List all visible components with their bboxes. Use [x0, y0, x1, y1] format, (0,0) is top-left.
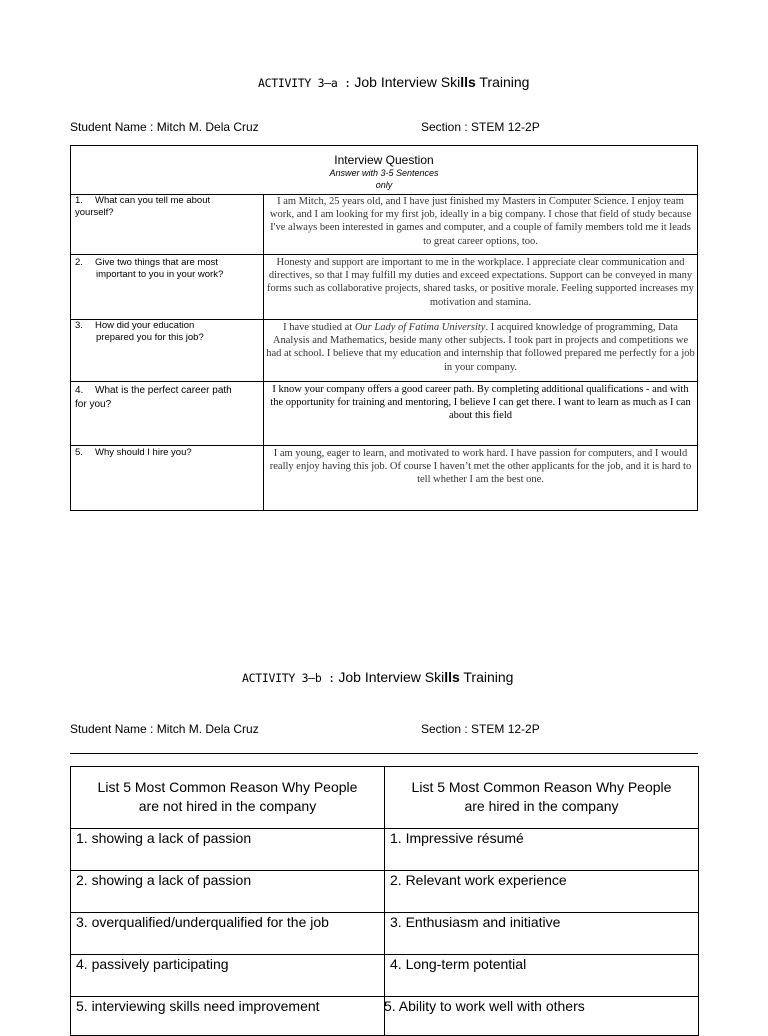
not-hired-reason-4: 4. passively participating: [76, 956, 229, 972]
question-cell: [71, 194, 264, 254]
row-divider: [71, 954, 698, 955]
question-number: 1.: [75, 195, 83, 206]
activity-a-title-word-interview: Interview Ski: [380, 74, 461, 90]
question-text-line1: How did your education: [95, 320, 195, 331]
not-hired-reason-2: 2. showing a lack of passion: [76, 872, 252, 888]
hired-reason-5: 5. Ability to work well with others: [384, 998, 585, 1014]
divider: [70, 753, 698, 754]
question-text-line1: Why should I hire you?: [95, 447, 192, 458]
activity-b-title: [242, 669, 513, 685]
question-cell: [71, 320, 264, 381]
question-text-line1: What is the perfect career path: [95, 385, 232, 396]
question-cell: [71, 446, 264, 510]
question-text-line2: prepared you for this job?: [96, 332, 204, 343]
question-number: 4.: [75, 385, 84, 396]
row-divider: [71, 870, 698, 871]
hired-reason-3: 3. Enthusiasm and initiative: [390, 914, 561, 930]
table-row: [71, 255, 697, 320]
question-number: 3.: [75, 320, 83, 331]
table-header-title: Interview Question: [334, 153, 434, 167]
question-text-line2: yourself?: [75, 207, 114, 218]
activity-b-title-word-skills: lls: [444, 669, 460, 685]
hired-reason-4: 4. Long-term potential: [390, 956, 527, 972]
question-number: 2.: [75, 257, 83, 268]
activity-b-title-word-interview: Interview Ski: [364, 669, 445, 685]
table-row: [71, 320, 697, 382]
activity-b-section: Section : STEM 12-2P: [421, 722, 540, 736]
activity-a-student-name: Student Name : Mitch M. Dela Cruz: [70, 120, 259, 134]
university-name: Our Lady of Fatima University: [354, 322, 486, 333]
activity-a-title-word-job: Job: [354, 74, 381, 90]
row-divider: [71, 912, 698, 913]
table-header: [71, 146, 697, 195]
row-divider: [71, 996, 698, 997]
question-number: 5.: [75, 447, 83, 458]
activity-b-title-word-job: Job: [338, 669, 365, 685]
activity-b-title-word-training: Training: [459, 669, 514, 685]
answer-cell: I have studied at Our Lady of Fatima University. I acquired knowledge of programming, Data Analysis and Mathematics, beside many other subjects. I took part in projects and competitions we had at school. I believe that my education and internship that followed prepared me perfectly for a job in your company.: [266, 322, 695, 373]
question-text-line1: What can you tell me about: [95, 195, 211, 206]
not-hired-reason-1: 1. showing a lack of passion: [76, 830, 252, 846]
question-text-line2: important to you in your work?: [96, 269, 224, 280]
row-divider: [71, 828, 698, 829]
hired-reason-2: 2. Relevant work experience: [390, 872, 567, 888]
table-row: [71, 194, 697, 255]
question-text-line1: Give two things that are most: [95, 257, 219, 268]
activity-a-title-word-training: Training: [475, 74, 530, 90]
answer-cell: Honesty and support are important to me in the workplace. I appreciate clear communication and directives, so that I may fulfill my duties and exceed expectations. Support can be conveyed in many forms such as collaborative projects, shared tasks, or positive morale. Feeling supported increases my motivation and stamina.: [267, 257, 694, 308]
question-cell: [71, 382, 264, 445]
right-column-header: List 5 Most Common Reason Why People are hired in the company: [411, 779, 672, 814]
table-row: [71, 446, 697, 510]
not-hired-reason-5: 5. interviewing skills need improvement: [76, 998, 320, 1014]
reasons-table: [70, 766, 699, 1036]
activity-a-title: [258, 74, 529, 90]
question-text-line2: for you?: [75, 399, 112, 410]
hired-reason-1: 1. Impressive résumé: [390, 830, 524, 846]
activity-b-student-name: Student Name : Mitch M. Dela Cruz: [70, 722, 259, 736]
activity-a-title-prefix: ACTIVITY 3–a :: [258, 76, 351, 90]
answer-cell: I know your company offers a good career path. By completing additional qualifications - and with the opportunity for training and mentoring, I believe I can get there. I want to learn as much as I can about this field: [270, 384, 691, 422]
activity-b-title-prefix: ACTIVITY 3–b :: [242, 671, 335, 685]
question-cell: [71, 255, 264, 319]
answer-cell: I am young, eager to learn, and motivated to work hard. I have passion for computers, and I would really enjoy having this job. Of course I haven’t met the other applicants for the job, and it is hard to tell whether I am the best one.: [269, 448, 692, 486]
activity-a-section: Section : STEM 12-2P: [421, 120, 540, 134]
activity-a-title-word-skills: lls: [460, 74, 476, 90]
interview-question-table: [70, 145, 698, 511]
not-hired-reason-3: 3. overqualified/underqualified for the job: [76, 914, 329, 930]
left-column-header: List 5 Most Common Reason Why People are not hired in the company: [97, 779, 358, 814]
table-row: [71, 382, 697, 446]
table-header-subtitle: Answer with 3-5 Sentences only: [329, 168, 439, 190]
answer-cell: I am Mitch, 25 years old, and I have just finished my Masters in Computer Science. I enjoy team work, and I am looking for my first job, ideally in a big company. I chose that field of study because I've always been interested in games and computer, and a couple of family members told me it leads to great career options, too.: [269, 196, 692, 247]
